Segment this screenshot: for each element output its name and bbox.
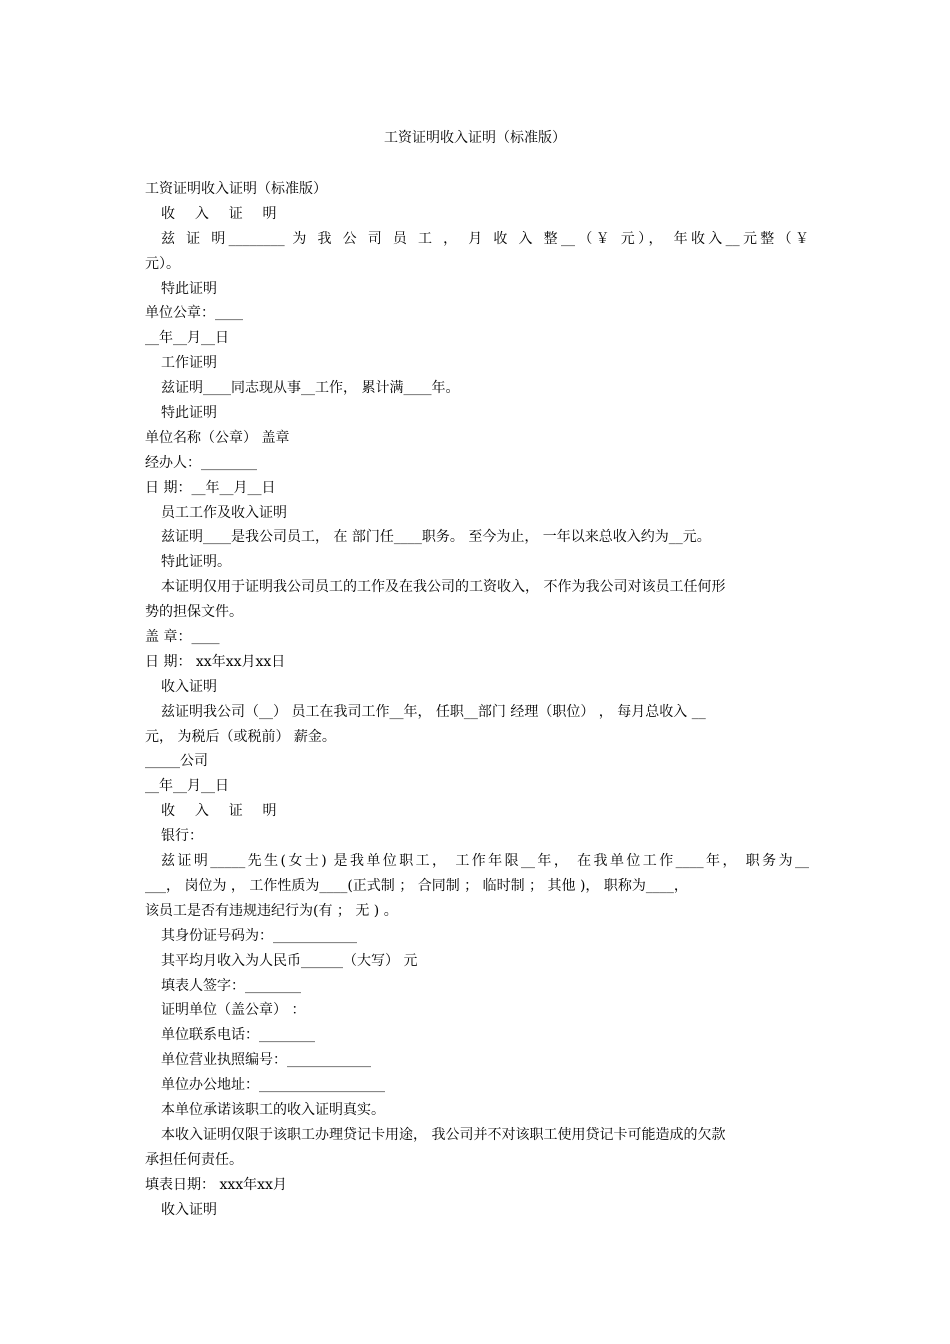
paragraph-line: 经办人：________	[145, 454, 257, 471]
paragraph-line: 元）。	[145, 255, 180, 272]
paragraph-line: ___， 岗位为 ， 工作性质为____(正式制 ； 合同制 ； 临时制 ； 其他 )， 职称为____，	[145, 877, 688, 894]
paragraph-line: 单位办公地址：__________________	[161, 1077, 385, 1094]
date-line: __年__月__日	[145, 330, 229, 347]
section-title-income-certificate: 收入证明	[161, 678, 217, 695]
date-line: __年__月__日	[145, 778, 229, 795]
paragraph-line: 本单位承诺该职工的收入证明真实。	[161, 1101, 385, 1118]
paragraph-line: 其平均月收入为人民币______（大写） 元	[161, 952, 418, 969]
section-title-employee-work-income: 员工工作及收入证明	[161, 504, 287, 521]
paragraph-line: 填表人签字：________	[161, 977, 301, 994]
paragraph-line: 本收入证明仅限于该职工办理贷记卡用途， 我公司并不对该职工使用贷记卡可能造成的欠款	[161, 1126, 726, 1143]
paragraph-line: 本证明仅用于证明我公司员工的工作及在我公司的工资收入， 不作为我公司对该员工任何形	[161, 579, 726, 596]
paragraph-line: 该员工是否有违规违纪行为(有 ； 无 ) 。	[145, 902, 398, 919]
paragraph-line: 元， 为税后（或税前） 薪金。	[145, 728, 336, 745]
document-title: 工资证明收入证明（标准版）	[384, 130, 566, 146]
paragraph-line: 势的担保文件。	[145, 604, 243, 621]
paragraph-line: 单位营业执照编号：____________	[161, 1052, 371, 1069]
paragraph-line: 盖 章：____	[145, 629, 220, 646]
paragraph-line: 兹 证 明________ 为 我 公 司 员 工 ， 月 收 入 整__（￥ 元）， 年收入__元整（￥	[161, 230, 809, 247]
paragraph-line: 特此证明	[161, 280, 217, 297]
paragraph-line: _____公司	[145, 753, 208, 770]
date-line: 日 期： xx年xx月xx日	[145, 653, 286, 670]
document-body	[145, 177, 809, 1222]
paragraph-line: 单位公章：____	[145, 305, 243, 322]
section-title-income-certificate: 收 入 证 明	[161, 803, 285, 820]
paragraph-line: 证明单位（盖公章） ：	[161, 1002, 306, 1019]
paragraph-line: 特此证明。	[161, 554, 231, 571]
date-line: 填表日期： xxx年xx月	[145, 1176, 287, 1193]
paragraph-line: 兹证明_____先生(女士) 是我单位职工， 工作年限__年， 在我单位工作____年， 职务为__	[161, 853, 809, 870]
body-heading: 工资证明收入证明（标准版）	[145, 181, 327, 197]
section-title-income-certificate: 收 入 证 明	[161, 205, 285, 222]
section-title-work-certificate: 工作证明	[161, 355, 217, 372]
paragraph-line: 银行：	[161, 828, 203, 845]
paragraph-line: 单位名称（公章） 盖章	[145, 429, 290, 446]
paragraph-line: 特此证明	[161, 405, 217, 422]
paragraph-line: 单位联系电话：________	[161, 1027, 315, 1044]
date-line: 日 期：__年__月__日	[145, 479, 276, 496]
paragraph-line: 其身份证号码为：____________	[161, 927, 357, 944]
paragraph-line: 兹证明____是我公司员工， 在 部门任____职务。 至今为止， 一年以来总收入约为__元。	[161, 529, 711, 546]
paragraph-line: 兹证明____同志现从事__工作， 累计满____年。	[161, 380, 460, 397]
paragraph-line: 兹证明我公司（__） 员工在我司工作__年， 任职__部门 经理（职位） ， 每月总收入 __	[161, 703, 706, 720]
paragraph-line: 承担任何责任。	[145, 1151, 243, 1168]
section-title-income-certificate: 收入证明	[161, 1201, 217, 1218]
